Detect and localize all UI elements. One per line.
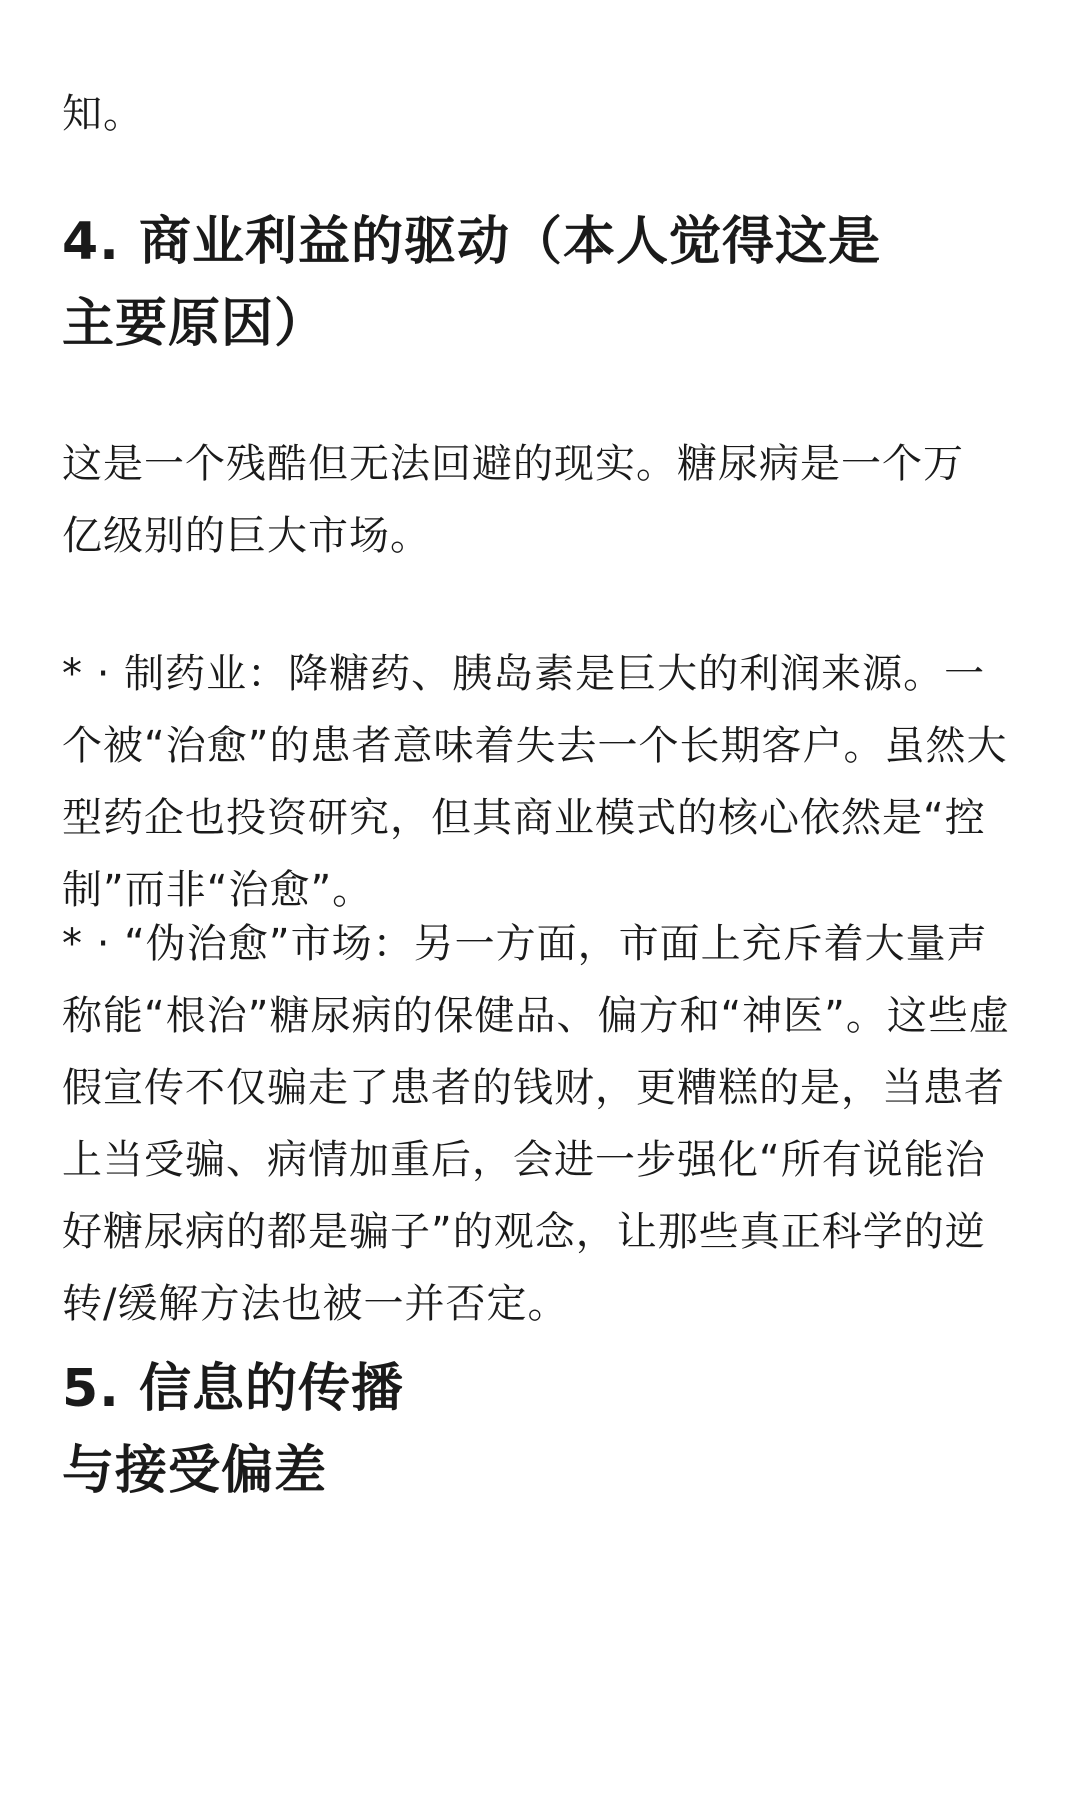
heading-line: 5. 信息的传播	[62, 1359, 405, 1419]
paragraph-line: 好糖尿病的都是骗子”的观念，让那些真正科学的逆	[62, 1209, 986, 1255]
section-5-heading	[62, 1348, 1022, 1512]
paragraph-line: 称能“根治”糖尿病的保健品、偏方和“神医”。这些虚	[62, 993, 1010, 1039]
paragraph-line: * · “伪治愈”市场：另一方面，市面上充斥着大量声	[62, 921, 988, 967]
section-4-intro-paragraph	[62, 428, 1022, 572]
section-4-heading	[62, 201, 1022, 365]
bullet-pharma-paragraph	[62, 638, 1022, 926]
intro-tail-paragraph	[62, 78, 1022, 150]
paragraph-line: 假宣传不仅骗走了患者的钱财，更糟糕的是，当患者	[62, 1065, 1005, 1111]
paragraph-line: 上当受骗、病情加重后，会进一步强化“所有说能治	[62, 1137, 986, 1183]
paragraph-line: * · 制药业：降糖药、胰岛素是巨大的利润来源。一	[62, 651, 986, 697]
paragraph-line: 知。	[62, 91, 144, 137]
paragraph-line: 型药企也投资研究，但其商业模式的核心依然是“控	[62, 795, 986, 841]
paragraph-line: 个被“治愈”的患者意味着失去一个长期客户。虽然大	[62, 723, 1008, 769]
heading-line: 主要原因）	[62, 294, 328, 354]
paragraph-line: 制”而非“治愈”。	[62, 867, 374, 913]
heading-line: 4. 商业利益的驱动（本人觉得这是	[62, 212, 882, 272]
paragraph-line: 亿级别的巨大市场。	[62, 513, 431, 559]
paragraph-line: 转/缓解方法也被一并否定。	[62, 1281, 569, 1327]
bullet-fake-cure-paragraph	[62, 908, 1022, 1340]
paragraph-line: 这是一个残酷但无法回避的现实。糖尿病是一个万	[62, 441, 964, 487]
heading-line: 与接受偏差	[62, 1441, 328, 1501]
